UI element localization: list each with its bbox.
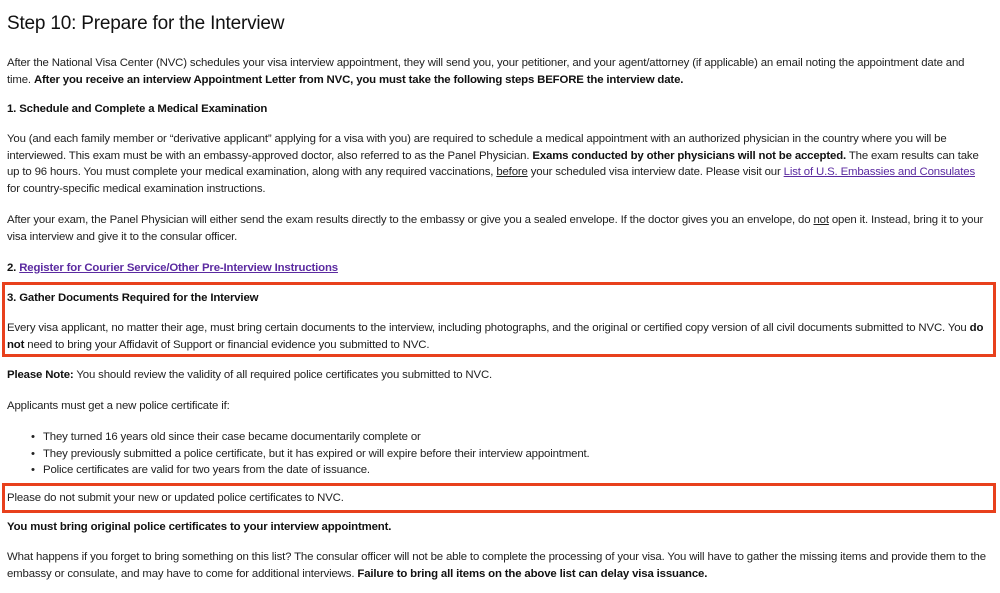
please-note-paragraph: Please Note: You should review the validity of all required police certificates you submitted to NVC. xyxy=(7,369,493,381)
courier-service-link[interactable]: Register for Courier Service/Other Pre-Interview Instructions xyxy=(19,262,338,274)
final-paragraph: What happens if you forget to bring something on this list? The consular officer will not be able to complete the processing of your visa. You will have to gather the missing items and provide them to the embassy or consulate, and may have to come for additional interviews. Failure to bring all items on the above list can delay visa issuance. xyxy=(7,551,986,580)
highlight-box-do-not-submit xyxy=(2,483,996,513)
list-item: • They turned 16 years old since their case became documentarily complete or xyxy=(31,429,590,446)
list-item: • Police certificates are valid for two years from the date of issuance. xyxy=(31,462,590,479)
highlight-box-section3 xyxy=(2,282,996,357)
bring-original-notice: You must bring original police certificates to your interview appointment. xyxy=(7,521,392,533)
section1-paragraph1: You (and each family member or “derivative applicant” applying for a visa with you) are required to schedule a medical appointment with an authorized physician in the country where you will be interviewed. This exam must be with an embassy-approved doctor, also referred to as the Panel Physician. Exams conducted by other physicians will not be accepted. The exam results can take up to 96 hours. You must complete your medical examination, along with any required vaccinations, before your scheduled visa interview date. Please visit our List of U.S. Embassies and Consulates for country-specific medical examination instructions. xyxy=(7,133,979,195)
intro-paragraph: After the National Visa Center (NVC) schedules your visa interview appointment, they will send you, your petitioner, and your agent/attorney (if applicable) an email noting the appointment date and time. After you receive an interview Appointment Letter from NVC, you must take the following steps BEFORE the interview date. xyxy=(7,57,965,86)
embassies-link[interactable]: List of U.S. Embassies and Consulates xyxy=(783,166,975,178)
applicants-intro: Applicants must get a new police certificate if: xyxy=(7,400,230,412)
section1-heading: 1. Schedule and Complete a Medical Examination xyxy=(7,103,268,115)
page-title: Step 10: Prepare for the Interview xyxy=(7,13,285,34)
police-certificate-conditions-list xyxy=(31,429,590,479)
section3-paragraph: Every visa applicant, no matter their age, must bring certain documents to the interview, including photographs, and the original or certified copy version of all civil documents submitted to NVC. You do not need to bring your Affidavit of Support or financial evidence you submitted to NVC. xyxy=(7,322,984,351)
do-not-submit-notice: Please do not submit your new or updated police certificates to NVC. xyxy=(7,492,344,504)
section2-heading: 2. Register for Courier Service/Other Pre-Interview Instructions xyxy=(7,262,338,274)
list-item: • They previously submitted a police certificate, but it has expired or will expire before their interview appointment. xyxy=(31,446,590,463)
section1-paragraph2: After your exam, the Panel Physician will either send the exam results directly to the embassy or give you a sealed envelope. If the doctor gives you an envelope, do not open it. Instead, bring it to your visa interview and give it to the consular officer. xyxy=(7,214,984,243)
section3-heading: 3. Gather Documents Required for the Interview xyxy=(7,292,259,304)
